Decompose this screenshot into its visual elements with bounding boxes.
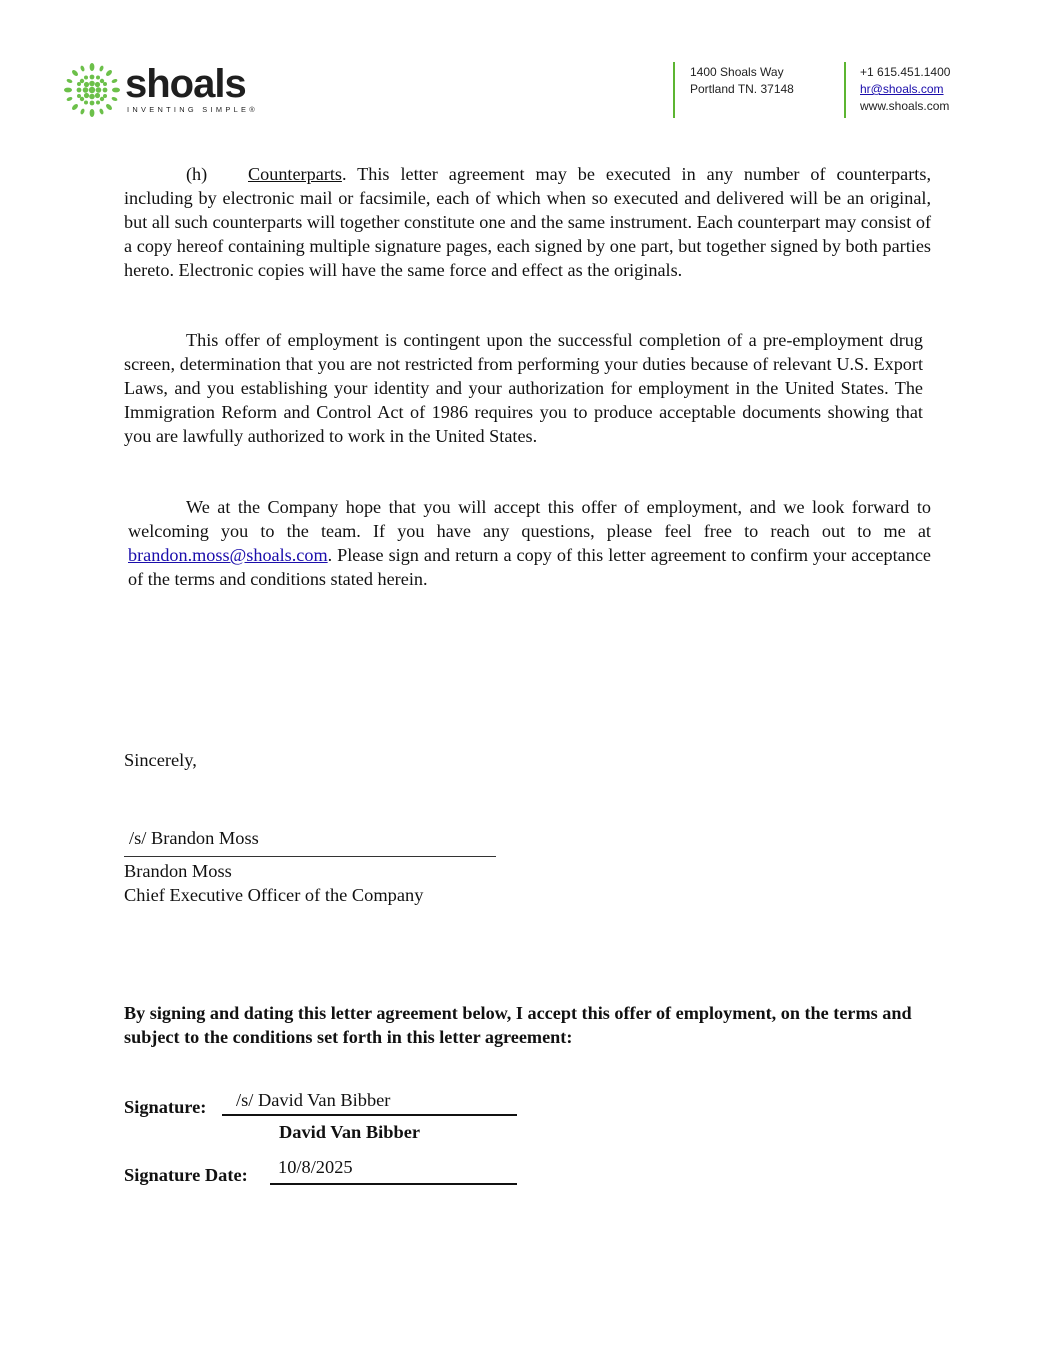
closing-paragraph (128, 495, 931, 591)
ceo-signature-line (124, 856, 496, 857)
company-logo (63, 60, 263, 120)
logo-wordmark: shoals (125, 62, 246, 106)
clause-marker: (h) (186, 164, 208, 184)
counterparts-clause (124, 162, 931, 282)
phone-number: +1 615.451.1400 (860, 65, 951, 79)
ceo-email-link[interactable]: brandon.moss@shoals.com (128, 545, 328, 565)
employee-signature: /s/ David Van Bibber (236, 1090, 391, 1110)
salutation: Sincerely, (124, 750, 197, 770)
signature-date-label: Signature Date: (124, 1165, 248, 1185)
employee-signature-line (222, 1114, 517, 1116)
ceo-title: Chief Executive Officer of the Company (124, 885, 424, 905)
closing-text-start: We at the Company hope that you will accept this offer of employment, and we look forward to welcoming you to the team. If you have any questions, please feel free to reach out to me at (128, 497, 931, 541)
company-contacts (860, 64, 950, 115)
acceptance-statement: By signing and dating this letter agreement below, I accept this offer of employment, on the terms and subject to the conditions set forth in this letter agreement: (124, 1003, 912, 1047)
hr-email-link[interactable]: hr@shoals.com (860, 82, 944, 96)
address-line-2: Portland TN. 37148 (690, 82, 794, 96)
contingency-paragraph: This offer of employment is contingent upon the successful completion of a pre-employment drug screen, determination that you are not restricted from performing your duties because of relevant U.S. Export Laws, and you establishing your identity and your authorization for employment in the United States. The Immigration Reform and Control Act of 1986 requires you to produce acceptable documents showing that you are lawfully authorized to work in the United States. (124, 330, 923, 446)
signature-date: 10/8/2025 (278, 1157, 353, 1177)
employee-name: David Van Bibber (279, 1122, 421, 1142)
ceo-name: Brandon Moss (124, 861, 232, 881)
header-divider-left (673, 62, 675, 118)
signature-label: Signature: (124, 1097, 207, 1117)
clause-text: . This letter agreement may be executed in any number of counterparts, including by electronic mail or facsimile, each of which when so executed and delivered will be an original, but all such counterparts will together constitute one and the same instrument. Each counterpart may consist of a copy hereof containing multiple signature pages, each signed by one part, but together signed by both parties hereto. Electronic copies will have the same force and effect as the originals. (124, 164, 931, 280)
website: www.shoals.com (860, 99, 950, 113)
logo-tagline: INVENTING SIMPLE® (127, 105, 258, 114)
ceo-signature: /s/ Brandon Moss (129, 828, 259, 848)
clause-heading: Counterparts (248, 164, 342, 184)
company-address (690, 64, 794, 98)
signature-date-line (270, 1183, 517, 1185)
address-line-1: 1400 Shoals Way (690, 65, 784, 79)
sunburst-logo-icon (63, 62, 121, 118)
closing-text-end: . Please sign and return a copy of this letter agreement to confirm your acceptance of the terms and conditions stated herein. (128, 545, 931, 589)
header-divider-right (844, 62, 846, 118)
